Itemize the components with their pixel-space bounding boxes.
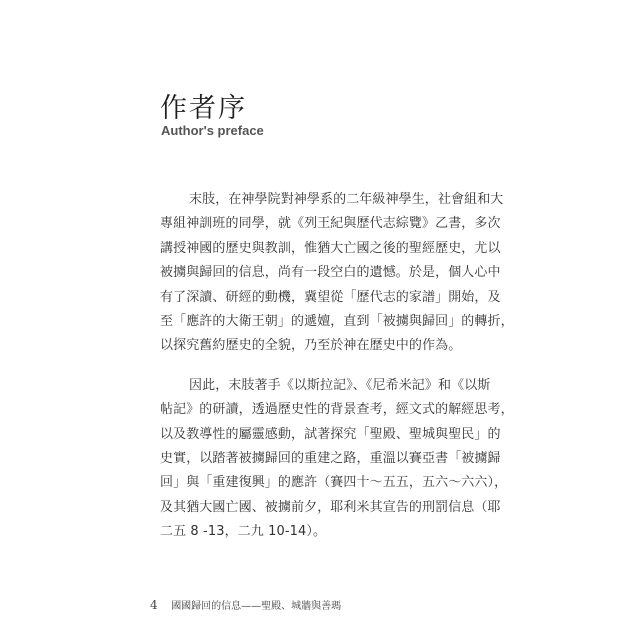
text-line: 以及教導性的屬靈感動，試著探究「聖殿、聖城與聖民」的 bbox=[160, 426, 501, 442]
text-line: 有了深讀、研經的動機，冀望從「歷代志的家譜」開始，及 bbox=[160, 289, 501, 305]
text-line: 史實，以踏著被擄歸回的重建之路，重溫以賽亞書「被擄歸 bbox=[160, 451, 501, 467]
text-line: 及其猶大國亡國、被擄前夕，耶利米其宣告的刑罰信息（耶 bbox=[160, 499, 501, 515]
page-footer bbox=[150, 597, 341, 612]
page-number: 4 bbox=[150, 598, 158, 612]
paragraph-2 bbox=[160, 374, 514, 545]
text-line: 帖記》的研讀，透過歷史性的背景查考，經文式的解經思考， bbox=[160, 402, 514, 418]
text-line: 專組神訓班的同學，就《列王紀與歷代志綜覽》乙書，多次 bbox=[160, 216, 501, 232]
text-line: 因此，末肢著手《以斯拉記》、《尼希米記》和《以斯 bbox=[189, 377, 491, 393]
page-title: 作者序 bbox=[160, 93, 247, 124]
body-text bbox=[160, 188, 514, 545]
text-line: 以探究舊約歷史的全貌，乃至於神在歷史中的作為。 bbox=[160, 338, 462, 354]
text-line: 末肢，在神學院對神學系的二年級神學生，社會組和大 bbox=[189, 192, 504, 207]
paragraph-1 bbox=[160, 188, 514, 359]
text-line: 被擄與歸回的信息，尚有一段空白的遺憾。於是，個人心中 bbox=[160, 265, 501, 281]
text-line: 講授神國的歷史與教訓，惟猶大亡國之後的聖經歷史，尤以 bbox=[160, 240, 501, 256]
text-line: 至「應許的大衛王朝」的遞嬗，直到「被擄與歸回」的轉折， bbox=[160, 314, 514, 330]
text-line: 回」與「重建復興」的應許（賽四十～五五，五六～六六）， bbox=[160, 475, 508, 491]
page-subtitle: Author's preface bbox=[161, 123, 264, 138]
text-line: 二五 8 -13，二九 10-14）。 bbox=[160, 524, 327, 540]
running-title: 國國歸回的信息——聖殿、城牆與善瑪 bbox=[171, 601, 342, 612]
